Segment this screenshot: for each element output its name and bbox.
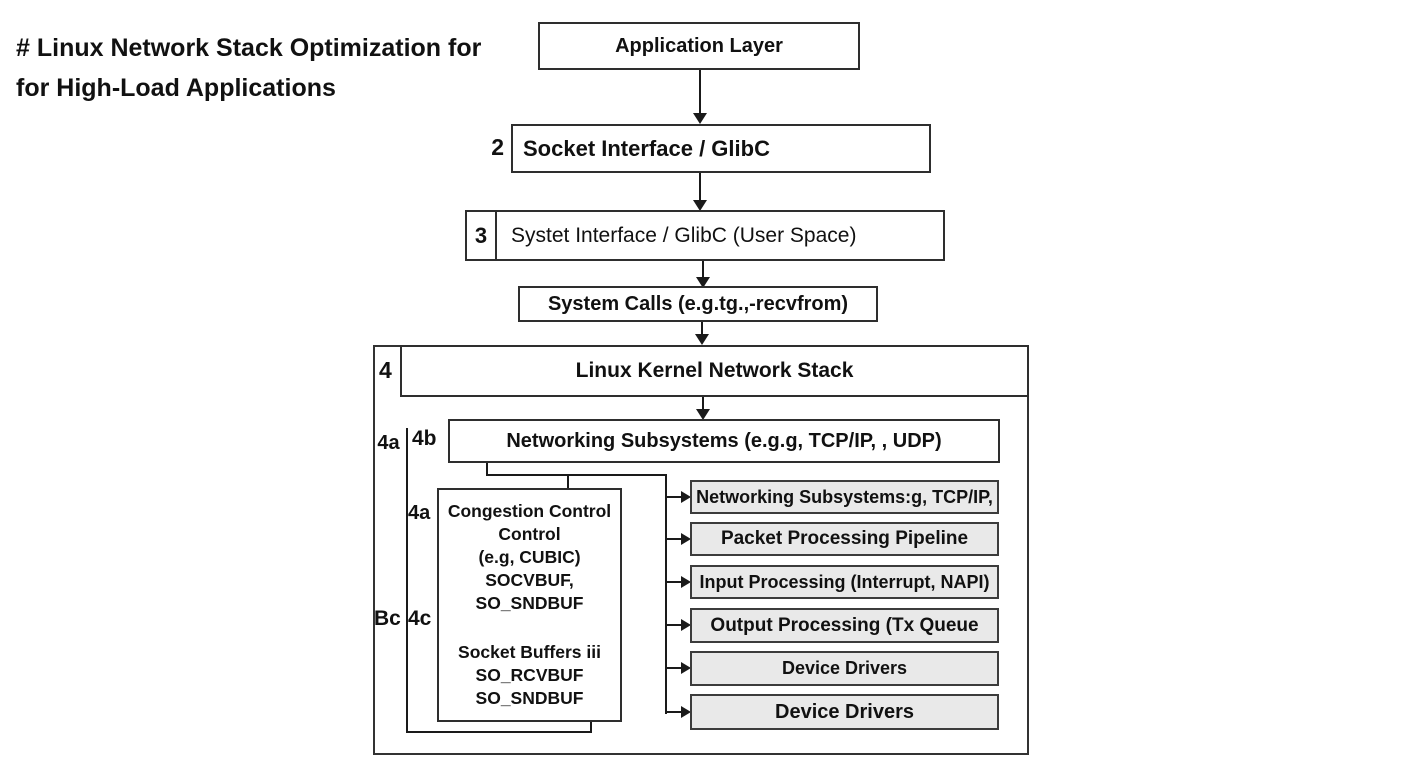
socket-buffers-line: Socket Buffers iii — [458, 642, 601, 662]
congestion-line: SO_SNDBUF — [475, 593, 584, 613]
step-label-4b: 4b — [412, 427, 437, 450]
node-device-drivers-1-label: Device Drivers — [781, 658, 908, 678]
node-device-drivers-1 — [690, 651, 999, 686]
diagram-title — [16, 28, 481, 108]
node-packet-processing-pipeline-label: Packet Processing Pipeline — [720, 528, 969, 549]
node-socket-interface — [511, 124, 931, 173]
node-systet-interface-label: Systet Interface / GlibC (User Space) — [511, 223, 857, 247]
arrow-app-to-socket — [699, 70, 701, 114]
node-system-calls-label: System Calls (e.g.tg.,-recvfrom) — [547, 292, 849, 315]
node-pipeline-networking-subsystems — [690, 480, 999, 514]
pipeline-feeder-line — [665, 474, 667, 714]
congestion-line: SOCVBUF, — [485, 570, 574, 590]
node-linux-kernel-network-stack — [400, 345, 1029, 397]
step-label-3: 3 — [467, 212, 497, 259]
step-label-4c: 4c — [408, 607, 432, 630]
node-system-calls — [518, 286, 878, 322]
node-packet-processing-pipeline — [690, 522, 999, 556]
step-label-bc: Bc — [374, 607, 401, 630]
congestion-line: Congestion Control — [447, 501, 612, 521]
title-line-2: for High-Load Applications — [16, 74, 336, 102]
title-line-1: # Linux Network Stack Optimization for — [16, 34, 482, 62]
arrowhead-app-to-socket — [693, 113, 707, 124]
step-label-4: 4 — [379, 357, 392, 383]
arrowhead-syscalls-to-kernel — [695, 334, 709, 345]
congestion-bracket-bottom — [406, 731, 592, 733]
node-application-layer-label: Application Layer — [615, 34, 783, 57]
node-input-processing — [690, 565, 999, 599]
node-output-processing-label: Output Processing (Tx Queue — [710, 614, 979, 636]
node-pipeline-networking-subsystems-label: Networking Subsystems:g, TCP/IP, — [696, 486, 993, 507]
node-congestion-control — [437, 488, 622, 722]
socket-buffers-line: SO_SNDBUF — [475, 688, 584, 708]
node-device-drivers-2 — [690, 694, 999, 730]
node-networking-subsystems — [448, 419, 1000, 463]
step-label-4a-top: 4a — [377, 432, 400, 454]
node-application-layer — [538, 22, 860, 70]
arrow-socket-to-systet — [699, 173, 701, 201]
inner-rail-line — [406, 428, 408, 733]
step-label-4a-congestion: 4a — [408, 502, 431, 524]
node-systet-interface — [465, 210, 945, 261]
congestion-line: (e.g, CUBIC) — [478, 547, 581, 567]
node-output-processing — [690, 608, 999, 643]
step-label-2: 2 — [491, 134, 504, 160]
connector-horizontal — [486, 474, 667, 476]
node-networking-subsystems-label: Networking Subsystems (e.g.g, TCP/IP, , UDP) — [506, 429, 942, 452]
node-socket-interface-label: Socket Interface / GlibC — [523, 135, 770, 161]
node-input-processing-label: Input Processing (Interrupt, NAPI) — [699, 571, 990, 592]
congestion-bracket-right — [590, 722, 592, 733]
node-device-drivers-2-label: Device Drivers — [775, 700, 914, 723]
node-linux-kernel-network-stack-label: Linux Kernel Network Stack — [575, 359, 854, 382]
socket-buffers-line: SO_RCVBUF — [475, 665, 584, 685]
congestion-line: Control — [498, 524, 561, 544]
